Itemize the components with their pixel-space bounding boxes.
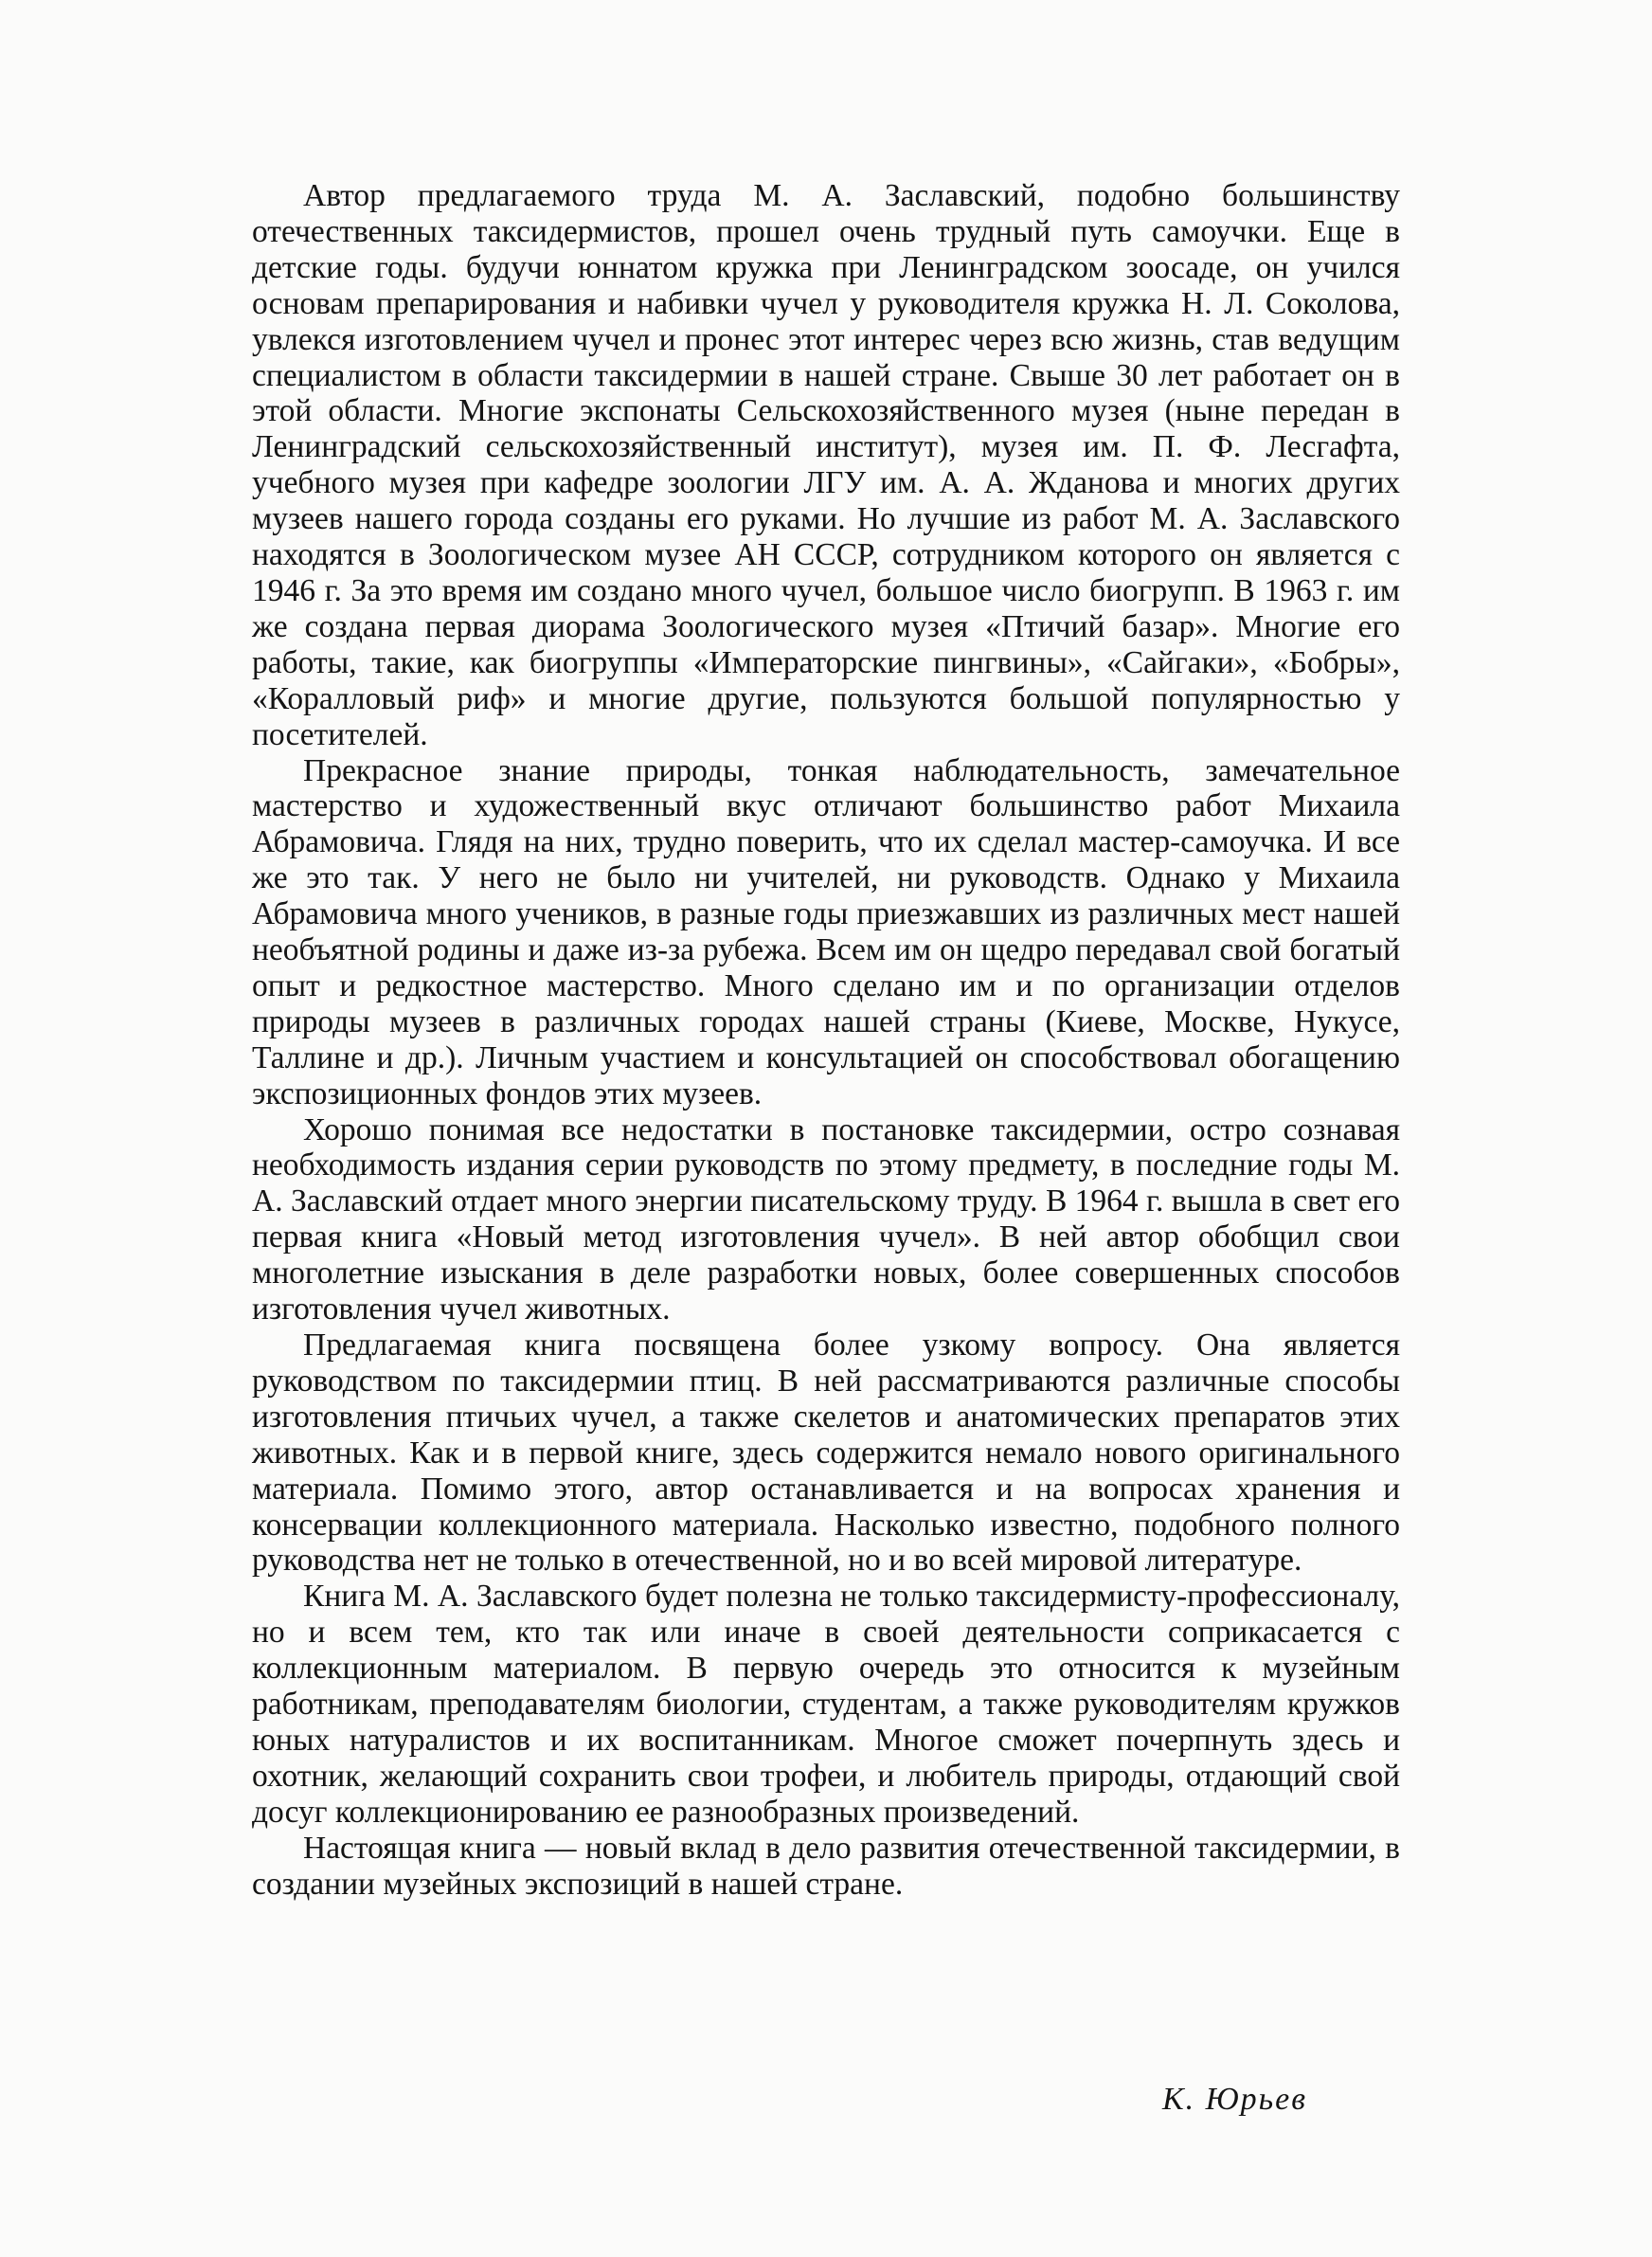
paragraph-book-subject: Предлагаемая книга посвящена более узкому вопросу. Она является руководством по таксидермии птиц. В ней рассматриваются различные способы изготовления птичьих чучел, а также скелетов и анатомических препаратов этих животных. Как и в первой книге, здесь содержится немало нового оригинального материала. Помимо этого, автор останавливается и на вопросах хранения и консервации коллекционного материала. Насколько известно, подобного полного руководства нет не только в отечественной, но и во всей мировой литературе. [252, 1327, 1400, 1579]
paragraph-author-biography: Автор предлагаемого труда М. А. Заславский, подобно большинству отечественных таксидермистов, прошел очень трудный путь самоучки. Еще в детские годы. будучи юннатом кружка при Ленинградском зоосаде, он учился основам препарирования и набивки чучел у руководителя кружка Н. Л. Соколова, увлекся изготовлением чучел и пронес этот интерес через всю жизнь, став ведущим специалистом в области таксидермии в нашей стране. Свыше 30 лет работает он в этой области. Многие экспонаты Сельскохозяйственного музея (ныне передан в Ленинградский сельскохозяйственный институт), музея им. П. Ф. Лесгафта, учебного музея при кафедре зоологии ЛГУ им. А. А. Жданова и многих других музеев нашего города созданы его руками. Но лучшие из работ М. А. Заславского находятся в Зоологическом музее АН СССР, сотрудником которого он является с 1946 г. За это время им создано много чучел, большое число биогрупп. В 1963 г. им же создана первая диорама Зоологического музея «Птичий базар». Многие его работы, такие, как биогруппы «Императорские пингвины», «Сайгаки», «Бобры», «Коралловый риф» и многие другие, пользуются большой популярностью у посетителей. [252, 178, 1400, 752]
signature: К. Юрьев [1162, 2082, 1307, 2117]
body-text [252, 178, 1400, 1903]
paragraph-mastery: Прекрасное знание природы, тонкая наблюдательность, замечательное мастерство и художественный вкус отличают большинство работ Михаила Абрамовича. Глядя на них, трудно поверить, что их сделал мастер-самоучка. И все же это так. У него не было ни учителей, ни руководств. Однако у Михаила Абрамовича много учеников, в разные годы приезжавших из различных мест нашей необъятной родины и даже из-за рубежа. Всем им он щедро передавал свой богатый опыт и редкостное мастерство. Много сделано им и по организации отделов природы музеев в различных городах нашей страны (Киеве, Москве, Нукусе, Таллине и др.). Личным участием и консультацией он способствовал обогащению экспозиционных фондов этих музеев. [252, 752, 1400, 1111]
paragraph-audience: Книга М. А. Заславского будет полезна не только таксидермисту-профессионалу, но и всем тем, кто так или иначе в своей деятельности соприкасается с коллекционным материалом. В первую очередь это относится к музейным работникам, преподавателям биологии, студентам, а также руководителям кружков юных натуралистов и их воспитанникам. Многое сможет почерпнуть здесь и охотник, желающий сохранить свои трофеи, и любитель природы, отдающий свой досуг коллекционированию ее разнообразных произведений. [252, 1579, 1400, 1830]
paragraph-writing-work: Хорошо понимая все недостатки в постановке таксидермии, остро сознавая необходимость издания серии руководств по этому предмету, в последние годы М. А. Заславский отдает много энергии писательскому труду. В 1964 г. вышла в свет его первая книга «Новый метод изготовления чучел». В ней автор обобщил свои многолетние изыскания в деле разработки новых, более совершенных способов изготовления чучел животных. [252, 1111, 1400, 1327]
paragraph-conclusion: Настоящая книга — новый вклад в дело развития отечественной таксидермии, в создании музейных экспозиций в нашей стране. [252, 1830, 1400, 1902]
